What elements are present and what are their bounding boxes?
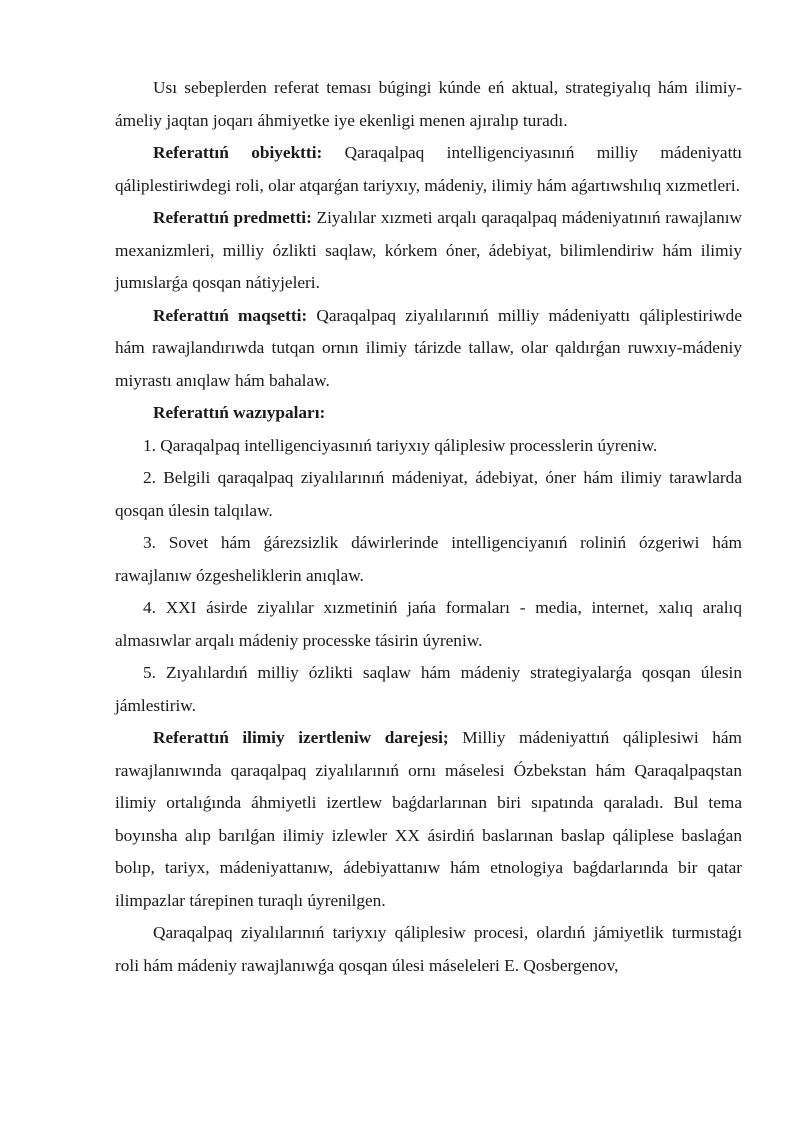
- object-text: Qaraqalpaq intelligenciyasınıń milliy mádeniyattı qáliplestiriwdegi roli, olar atqarǵan tariyxıy, mádeniy, ilimiy hám aǵartıwshılıq xızmetleri.: [115, 143, 742, 195]
- research-heading: Referattıń ilimiy izertleniw darejesi;: [153, 728, 449, 747]
- subject-text: Ziyalılar xızmeti arqalı qaraqalpaq mádeniyatınıń rawajlanıw mexanizmleri, milliy ózlikti saqlaw, kórkem óner, ádebiyat, bilimlendiriw hám ilimiy jumıslarǵa qosqan nátiyjeleri.: [115, 208, 743, 292]
- subject-heading: Referattıń predmetti:: [153, 208, 312, 227]
- paragraph-goal: [115, 300, 742, 398]
- tasks-heading: [115, 397, 742, 430]
- paragraph-subject: [115, 202, 742, 300]
- task-item-5: 5. Zıyalılardıń milliy ózlikti saqlaw hám mádeniy strategiyalarǵa qosqan úlesin jámlestiriw.: [115, 663, 742, 715]
- paragraph-last: Qaraqalpaq ziyalılarınıń tariyxıy qáliplesiw procesi, olardıń jámiyetlik turmıstaǵı roli hám mádeniy rawajlanıwǵa qosqan úlesi máseleleri E. Qosbergenov,: [115, 923, 742, 975]
- paragraph-research: [115, 722, 742, 917]
- goal-heading: Referattıń maqsetti:: [153, 305, 308, 325]
- paragraph-intro: Usı sebeplerden referat teması búgingi kúnde eń aktual, strategiyalıq hám ilimiy-ámeliy jaqtan joqarı áhmiyetke iye ekenligi menen ajıralıp turadı.: [115, 78, 742, 130]
- task-item-4: 4. XXI ásirde ziyalılar xızmetiniń jańa formaları - media, internet, xalıq aralıq almasıwlar arqalı mádeniy processke tásirin úyreniw.: [115, 598, 742, 650]
- research-text: Milliy mádeniyattıń qáliplesiwi hám rawajlanıwında qaraqalpaq ziyalılarınıń ornı máselesi Ózbekstan hám Qaraqalpaqstan ilimiy ortalıǵında áhmiyetli izertlew baǵdarlarınan biri sıpatında qaraladı. Bul tema boyınsha alıp barılǵan ilimiy izlewler XX ásirdiń baslarınan baslap qáliplese baslaǵan bolıp, tariyx, mádeniyattanıw, ádebiyattanıw hám etnologiya baǵdarlarında bir qatar ilimpazlar tárepinen turaqlı úyrenilgen.: [115, 728, 742, 910]
- tasks-heading-text: Referattıń wazıypaları:: [153, 403, 326, 422]
- task-item-3: 3. Sovet hám ǵárezsizlik dáwirlerinde intelligenciyanıń roliniń ózgeriwi hám rawajlanıw ózgesheliklerin anıqlaw.: [115, 533, 742, 585]
- object-heading: Referattıń obiyektti:: [153, 143, 323, 162]
- paragraph-object: [115, 137, 742, 202]
- task-item-2: 2. Belgili qaraqalpaq ziyalılarınıń mádeniyat, ádebiyat, óner hám ilimiy tarawlarda qosqan úlesin talqılaw.: [115, 468, 742, 520]
- document-body: [115, 72, 742, 982]
- task-item-1: 1. Qaraqalpaq intelligenciyasınıń tariyxıy qáliplesiw processlerin úyreniw.: [143, 435, 658, 455]
- goal-text: Qaraqalpaq ziyalılarınıń milliy mádeniyattı qáliplestiriwde hám rawajlandırıwda tutqan ornın ilimiy tárizde tallaw, olar qaldırǵan ruwxıy-mádeniy miyrastı anıqlaw hám bahalaw.: [115, 305, 742, 390]
